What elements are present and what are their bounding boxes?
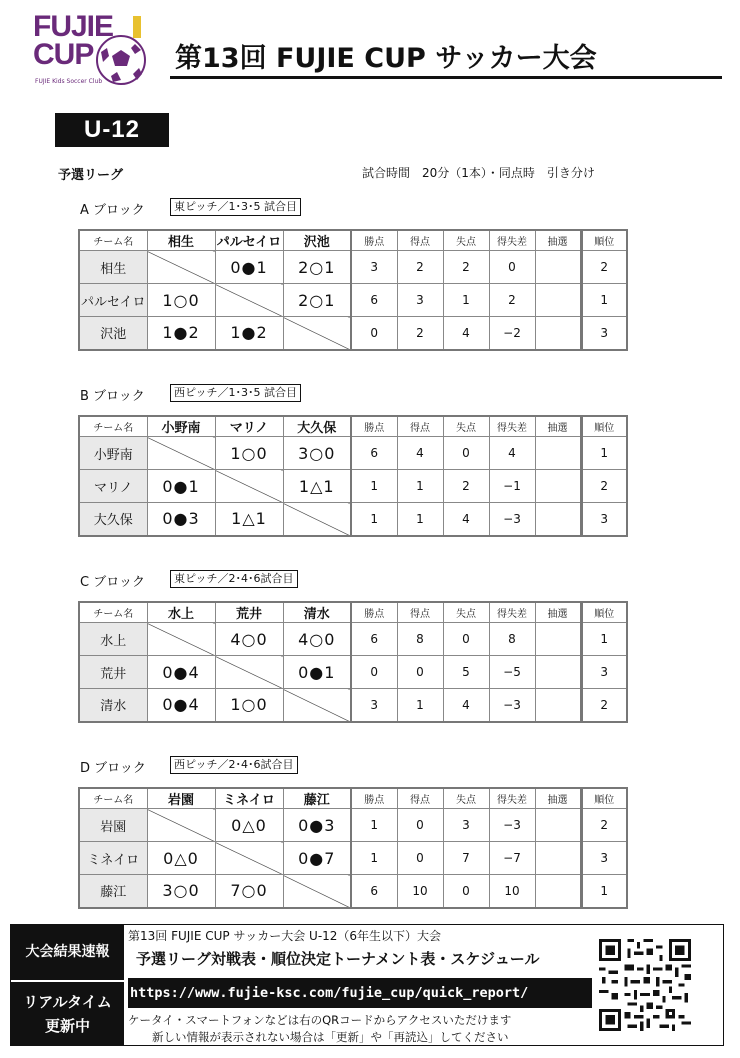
rank-cell: 3 [581,842,627,875]
opponent-header: 清水 [283,602,351,623]
opponent-header: 藤江 [283,788,351,809]
match-result-cell: 1△1 [215,503,283,536]
logo-subtitle: FUJIE Kids Soccer Club [35,78,103,85]
stat-cell [535,689,581,722]
self-match-cell [283,317,351,350]
stat-header: 得失差 [489,230,535,251]
table-header-row [79,788,627,809]
stat-cell [535,875,581,908]
quick-report-link[interactable]: https://www.fujie-ksc.com/fujie_cup/quick_report/ [128,978,592,1008]
match-result-cell: 1△1 [283,470,351,503]
match-result-cell: 1○0 [215,689,283,722]
team-name-cell: 水上 [79,623,147,656]
match-result-cell: 3○0 [147,875,215,908]
team-name-cell: マリノ [79,470,147,503]
match-result-cell: 7○0 [215,875,283,908]
match-result-cell: 1●2 [215,317,283,350]
match-result-cell: 0△0 [215,809,283,842]
stat-cell: 3 [351,689,397,722]
match-result-cell: 2○1 [283,284,351,317]
rank-cell: 3 [581,656,627,689]
stat-cell: 4 [443,689,489,722]
tournament-name: 第13回 FUJIE CUP サッカー大会 U-12（6年生以下）大会 [128,929,442,943]
stat-cell: 6 [351,875,397,908]
stat-header: 得失差 [489,788,535,809]
self-match-cell [147,251,215,284]
stat-header: 得失差 [489,416,535,437]
team-name-cell: パルセイロ [79,284,147,317]
logo-text-line2: CUP [33,38,94,71]
opponent-header: マリノ [215,416,283,437]
stat-cell: −3 [489,503,535,536]
table-row [79,317,627,350]
rank-cell: 2 [581,251,627,284]
table-row [79,251,627,284]
stat-header: 失点 [443,788,489,809]
match-result-cell: 0●1 [147,470,215,503]
stat-cell: 0 [489,251,535,284]
table-row [79,875,627,908]
stat-cell: 0 [397,809,443,842]
table-row [79,842,627,875]
team-name-cell: 大久保 [79,503,147,536]
fujie-cup-logo [33,12,145,92]
team-name-cell: 岩園 [79,809,147,842]
pitch-info: 西ピッチ／2･4･6試合目 [170,756,298,774]
self-match-cell [215,470,283,503]
table-row [79,656,627,689]
stat-cell [535,623,581,656]
opponent-header: 沢池 [283,230,351,251]
stat-cell [535,656,581,689]
stat-cell: 7 [443,842,489,875]
team-name-cell: 荒井 [79,656,147,689]
table-row [79,503,627,536]
stat-header: 抽選 [535,788,581,809]
match-result-cell: 0●3 [283,809,351,842]
team-name-header: チーム名 [79,602,147,623]
stat-cell: 10 [397,875,443,908]
logo-text-line1: FUJIE [33,10,114,43]
match-result-cell: 0●7 [283,842,351,875]
stat-header: 得失差 [489,602,535,623]
stat-cell: 0 [397,656,443,689]
league-table [78,787,628,909]
page-title: 第13回 FUJIE CUP サッカー大会 [175,43,597,74]
footer-banner [10,924,724,1046]
footer-info [128,925,596,1045]
opponent-header: パルセイロ [215,230,283,251]
block-label: B ブロック [80,389,145,404]
rank-cell: 2 [581,470,627,503]
stat-cell: 2 [489,284,535,317]
table-header-row [79,230,627,251]
table-header-row [79,416,627,437]
stat-cell: 10 [489,875,535,908]
stat-cell: 1 [351,503,397,536]
opponent-header: 水上 [147,602,215,623]
rank-cell: 3 [581,503,627,536]
match-result-cell: 0●4 [147,689,215,722]
stat-cell: −2 [489,317,535,350]
stat-header: 勝点 [351,602,397,623]
stat-cell: 6 [351,437,397,470]
realtime-update-label [11,982,124,1046]
stat-cell: 8 [489,623,535,656]
division-badge: U-12 [55,113,169,147]
rank-cell: 1 [581,284,627,317]
stat-header: 勝点 [351,788,397,809]
stat-cell: 2 [397,251,443,284]
stat-cell: 1 [397,470,443,503]
stat-header: 勝点 [351,416,397,437]
self-match-cell [283,689,351,722]
league-table [78,415,628,537]
match-result-cell: 3○0 [283,437,351,470]
pitch-info: 東ピッチ／2･4･6試合目 [170,570,298,588]
stat-cell: −7 [489,842,535,875]
stat-cell: 1 [443,284,489,317]
stat-cell [535,470,581,503]
stat-header: 勝点 [351,230,397,251]
schedule-description: 予選リーグ対戦表・順位決定トーナメント表・スケジュール [136,950,540,968]
stat-cell: −1 [489,470,535,503]
stat-cell: 3 [351,251,397,284]
self-match-cell [215,656,283,689]
table-row [79,809,627,842]
match-result-cell: 0●1 [283,656,351,689]
stat-cell [535,503,581,536]
stat-cell: 3 [397,284,443,317]
self-match-cell [283,875,351,908]
stat-cell: 4 [397,437,443,470]
self-match-cell [215,284,283,317]
stat-cell: 0 [443,623,489,656]
stat-header: 順位 [581,416,627,437]
match-result-cell: 0●4 [147,656,215,689]
table-header-row [79,602,627,623]
refresh-note: 新しい情報が表示されない場合は「更新」や「再読込」してください [152,1030,509,1044]
stat-cell: 0 [351,317,397,350]
stat-cell: 1 [397,503,443,536]
team-name-cell: ミネイロ [79,842,147,875]
stat-cell: 0 [397,842,443,875]
self-match-cell [147,809,215,842]
stat-header: 失点 [443,230,489,251]
stat-cell: 0 [443,875,489,908]
block-label: C ブロック [80,575,145,590]
stat-header: 順位 [581,788,627,809]
stat-header: 抽選 [535,416,581,437]
stat-cell [535,284,581,317]
block-label: A ブロック [80,203,145,218]
stat-cell: 2 [397,317,443,350]
self-match-cell [215,842,283,875]
stat-cell: 3 [443,809,489,842]
table-row [79,437,627,470]
match-time-note: 試合時間 20分（1本）・同点時 引き分け [362,166,595,180]
team-name-cell: 藤江 [79,875,147,908]
stat-cell: 6 [351,284,397,317]
opponent-header: 相生 [147,230,215,251]
stat-cell: 2 [443,470,489,503]
match-result-cell: 1○0 [147,284,215,317]
stat-header: 得点 [397,416,443,437]
updating-label: 更新中 [44,1017,90,1035]
match-result-cell: 2○1 [283,251,351,284]
stat-cell: −3 [489,809,535,842]
stat-header: 得点 [397,602,443,623]
match-result-cell: 4○0 [283,623,351,656]
stat-cell: 2 [443,251,489,284]
table-row [79,284,627,317]
stat-cell: 4 [443,503,489,536]
stat-cell: 4 [489,437,535,470]
self-match-cell [147,437,215,470]
stat-cell: 1 [397,689,443,722]
team-name-cell: 清水 [79,689,147,722]
stat-header: 失点 [443,602,489,623]
qr-access-note: ケータイ・スマートフォンなどは右のQRコードからアクセスいただけます [128,1013,512,1027]
opponent-header: 荒井 [215,602,283,623]
team-name-cell: 相生 [79,251,147,284]
block-label: D ブロック [80,761,146,776]
stat-cell: 1 [351,842,397,875]
stat-cell: 8 [397,623,443,656]
stat-header: 抽選 [535,230,581,251]
stat-cell: −3 [489,689,535,722]
stat-cell: 1 [351,809,397,842]
self-match-cell [283,503,351,536]
team-name-header: チーム名 [79,230,147,251]
stat-cell: 0 [443,437,489,470]
table-row [79,689,627,722]
opponent-header: 小野南 [147,416,215,437]
rank-cell: 1 [581,437,627,470]
stat-cell: 5 [443,656,489,689]
stat-cell: −5 [489,656,535,689]
match-result-cell: 0●3 [147,503,215,536]
opponent-header: ミネイロ [215,788,283,809]
stat-header: 得点 [397,230,443,251]
rank-cell: 1 [581,623,627,656]
stat-cell [535,317,581,350]
self-match-cell [147,623,215,656]
match-result-cell: 4○0 [215,623,283,656]
stat-header: 得点 [397,788,443,809]
team-name-cell: 沢池 [79,317,147,350]
team-name-header: チーム名 [79,416,147,437]
table-row [79,470,627,503]
realtime-label: リアルタイム [23,993,112,1011]
match-result-cell: 0●1 [215,251,283,284]
title-underline [170,76,722,79]
team-name-cell: 小野南 [79,437,147,470]
match-result-cell: 1○0 [215,437,283,470]
stat-cell: 6 [351,623,397,656]
stat-header: 順位 [581,602,627,623]
rank-cell: 3 [581,317,627,350]
league-table [78,601,628,723]
preliminary-league-label: 予選リーグ [58,168,124,183]
pitch-info: 西ピッチ／1･3･5 試合目 [170,384,301,402]
soccer-ball-icon [95,34,147,86]
team-name-header: チーム名 [79,788,147,809]
opponent-header: 岩園 [147,788,215,809]
stat-header: 順位 [581,230,627,251]
stat-header: 失点 [443,416,489,437]
rank-cell: 2 [581,809,627,842]
match-result-cell: 0△0 [147,842,215,875]
stat-cell: 4 [443,317,489,350]
stat-cell: 1 [351,470,397,503]
stat-cell: 0 [351,656,397,689]
pitch-info: 東ピッチ／1･3･5 試合目 [170,198,301,216]
stat-cell [535,437,581,470]
qr-code-icon[interactable] [599,939,691,1031]
stat-header: 抽選 [535,602,581,623]
rank-cell: 2 [581,689,627,722]
table-row [79,623,627,656]
league-table [78,229,628,351]
stat-cell [535,809,581,842]
match-result-cell: 1●2 [147,317,215,350]
stat-cell [535,251,581,284]
stat-cell [535,842,581,875]
opponent-header: 大久保 [283,416,351,437]
rank-cell: 1 [581,875,627,908]
live-results-label: 大会結果速報 [11,925,124,980]
